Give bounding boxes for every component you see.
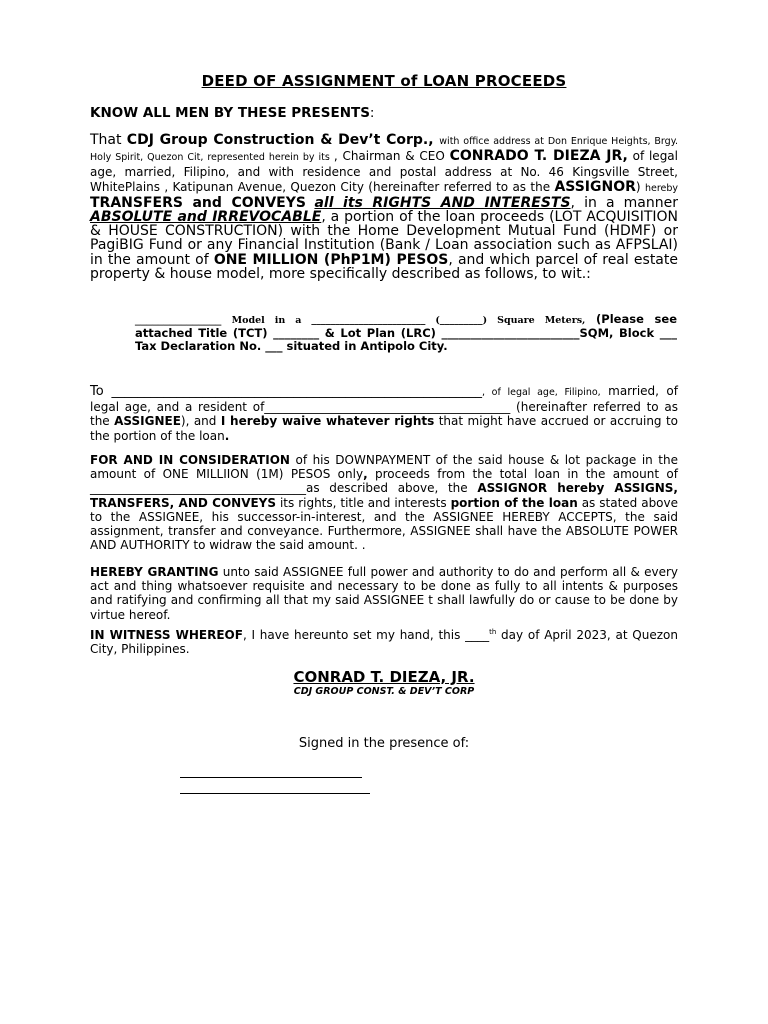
- text-that: That: [90, 132, 127, 148]
- granting-text: unto said ASSIGNEE full power and authority to do and perform all & every act and thing whatsoever requisite and necessary to be done as fully to all intents & purposes and ratifying and confirming all that my said ASSIGNEE t shall lawfully do or cause to be done by virtue hereof.: [90, 565, 679, 622]
- portion-of-loan: portion of the loan: [450, 495, 578, 510]
- text-period: .: [224, 428, 230, 443]
- total-loan-text: proceeds from the total loan in the amount of ____________________________________as described above, the: [90, 467, 678, 496]
- consideration-lead: FOR AND IN CONSIDERATION: [90, 453, 290, 467]
- resident-text: married, of legal age, and a resident of_________________________________________ (hereinafter referred to as the: [90, 384, 679, 429]
- assigns-transfers: ASSIGNOR hereby ASSIGNS, TRANSFERS, AND CONVEYS: [90, 481, 678, 510]
- day-suffix: th: [489, 628, 497, 636]
- witness-paragraph: [90, 628, 678, 656]
- residence-text: of legal age, married, Filipino, and with residence and postal address at No. 46 Kingsville Street, WhitePlains , Katipunan Avenue, Quezon City (hereinafter referred to as the: [90, 149, 678, 194]
- model-square-meters: Model in a ________________________ (_________) Square Meters,: [231, 315, 586, 326]
- acceptance-text: as stated above to the ASSIGNEE, his successor-in-interest, and the ASSIGNEE HEREBY ACCEPTS, the said assignment, transfer and conveyance. Furthermore, ASSIGNEE shall have the ABSOLUTE POWER AND AUTHORITY to widraw the said amount. .: [90, 495, 679, 553]
- witness-signature-line-1: [180, 777, 362, 778]
- know-all-heading: [90, 105, 374, 121]
- know-all-text: KNOW ALL MEN BY THESE PRESENTS: [90, 105, 370, 121]
- text-and: ), and: [180, 414, 221, 429]
- text-comma: ,: [428, 132, 440, 148]
- assignor-label: ASSIGNOR: [554, 178, 636, 195]
- property-description: [135, 313, 677, 352]
- text-comma-2: ,: [363, 467, 368, 482]
- rights-interests: all its RIGHTS AND INTERESTS: [314, 194, 571, 211]
- witness-signature-line-2: [180, 793, 370, 794]
- assignee-paragraph: [90, 384, 678, 443]
- granting-lead-hereby: HEREBY: [90, 565, 143, 579]
- text-paren: ): [635, 179, 645, 194]
- assignee-label: ASSIGNEE: [114, 414, 181, 429]
- property-intro-text: , and which parcel of real estate property & house model, more specifically described as follows, to wit.:: [90, 251, 678, 282]
- absolute-irrevocable: ABSOLUTE and IRREVOCABLE: [90, 209, 322, 226]
- model-blank: _______________: [135, 312, 232, 326]
- transfers-conveys: TRANSFERS and CONVEYS: [90, 194, 306, 211]
- text-chairman: , Chairman & CEO: [333, 149, 450, 164]
- loan-amount: ONE MILLION (PhP1M) PESOS: [213, 251, 449, 268]
- granting-paragraph: [90, 565, 678, 622]
- office-address: with office address at Don Enrique Heights, Brgy. Holy Spirit, Quezon Cit, represented herein by its: [90, 136, 678, 164]
- document-title: DEED OF ASSIGNMENT of LOAN PROCEEDS: [201, 72, 567, 90]
- downpayment-text: of his DOWNPAYMENT of the said house & lot package in the amount of ONE MILLIION (1M) PESOS only: [90, 453, 678, 482]
- loan-proceeds-text: , a portion of the loan proceeds (LOT ACQUISITION & HOUSE CONSTRUCTION) with the Home Development Mutual Fund (HDMF) or PagiBIG Fund or any Financial Institution (Bank / Loan association such as AFPSLAI) in the amount of: [90, 209, 678, 268]
- company-name: CDJ Group Construction & Dev’t Corp.: [126, 132, 429, 148]
- witness-lead: IN WITNESS WHEREOF: [90, 628, 243, 642]
- signatory-company: CDJ GROUP CONST. & DEV’T CORP: [293, 686, 475, 697]
- legal-age-text: , of legal age, Filipino,: [481, 387, 601, 398]
- witness-date-text: day of April 2023, at Quezon City, Philippines.: [90, 628, 678, 657]
- assignee-blank: To _________________________________________________________: [90, 384, 482, 399]
- know-all-colon: :: [369, 105, 375, 121]
- title-lot-plan-text: (Please see attached Title (TCT) ________ & Lot Plan (LRC) ________________________SQM, Block ___ Tax Declaration No. ___ situated in Antipolo City.: [135, 312, 678, 353]
- witness-text: , I have hereunto set my hand, this ____: [242, 628, 490, 642]
- assignor-paragraph: [90, 133, 678, 281]
- consideration-paragraph: [90, 453, 678, 552]
- waive-rights: I hereby waive whatever rights: [220, 414, 435, 429]
- text-hereby: hereby: [644, 182, 679, 194]
- text-in-a-manner: , in a manner: [570, 194, 678, 211]
- assignor-name: CONRADO T. DIEZA JR,: [449, 148, 628, 165]
- signatory-name: CONRAD T. DIEZA, JR.: [293, 668, 475, 686]
- granting-lead: GRANTING: [142, 565, 219, 579]
- accrued-text: that might have accrued or accruing to the portion of the loan: [90, 414, 679, 443]
- signed-presence-label: Signed in the presence of:: [298, 736, 470, 751]
- rights-title-text: its rights, title and interests: [276, 495, 451, 510]
